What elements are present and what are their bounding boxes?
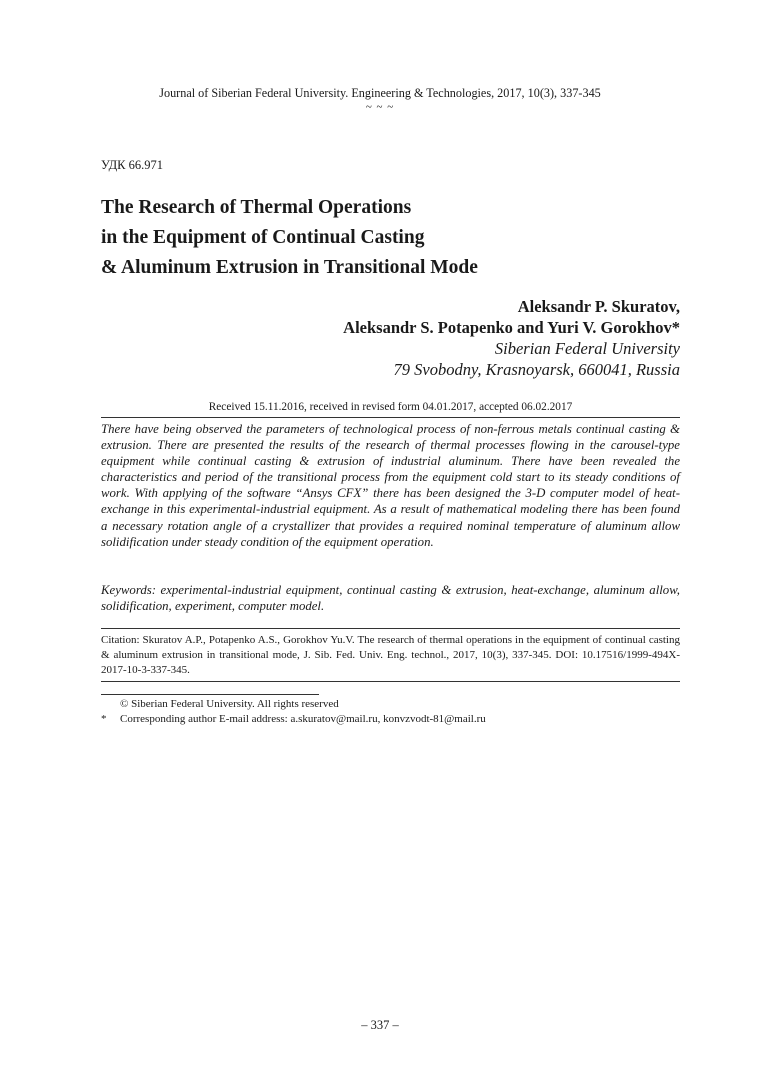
affiliation: Siberian Federal University bbox=[494, 339, 680, 358]
divider bbox=[101, 681, 680, 682]
author-line: Aleksandr P. Skuratov, bbox=[517, 297, 680, 316]
received-dates: Received 15.11.2016, received in revised form 04.01.2017, accepted 06.02.2017 bbox=[208, 401, 573, 413]
title-line: The Research of Thermal Operations bbox=[101, 197, 412, 218]
paper-title bbox=[101, 193, 478, 283]
keywords: Keywords: experimental-industrial equipment, continual casting & extrusion, heat-exchange, aluminum allow, solidification, experiment, computer model. bbox=[101, 583, 680, 614]
footnote-separator bbox=[101, 694, 319, 695]
author-line: Aleksandr S. Potapenko and Yuri V. Gorokhov* bbox=[343, 318, 680, 337]
copyright-note: © Siberian Federal University. All rights reserved bbox=[120, 698, 339, 710]
divider bbox=[101, 417, 680, 418]
footnote-marker: * bbox=[101, 713, 107, 725]
divider bbox=[101, 628, 680, 629]
author-block bbox=[343, 296, 680, 380]
corresponding-author-text: Corresponding author E-mail address: a.skuratov@mail.ru, konvzvodt-81@mail.ru bbox=[120, 713, 486, 725]
udc-code: УДК 66.971 bbox=[101, 158, 163, 172]
page-number: – 337 – bbox=[361, 1018, 399, 1032]
title-line: in the Equipment of Continual Casting bbox=[101, 227, 425, 248]
corresponding-author-footnote bbox=[101, 713, 486, 725]
journal-ornament: ~ ~ ~ bbox=[365, 101, 395, 113]
abstract: There have being observed the parameters of technological process of non-ferrous metals continual casting & extrusion. There are presented the results of the research of thermal processes flowing in the carousel-type equipment while continual casting & extrusion of industrial aluminum. There have been revealed the characteristics and period of the transitional process from the equipment cold start to its steady conditions of work. With applying of the software “Ansys CFX” there has been designed the 3-D computer model of heat-exchange in this experimental-industrial equipment. As a result of mathematical modeling there has been found a necessary rotation angle of a crystallizer that provides a required nominal temperature of aluminum allow solidification under steady condition of the equipment operation. bbox=[101, 422, 680, 549]
citation: Citation: Skuratov A.P., Potapenko A.S., Gorokhov Yu.V. The research of thermal operations in the equipment of continual casting & aluminum extrusion in transitional mode, J. Sib. Fed. Univ. Eng. technol., 2017, 10(3), 337-345. DOI: 10.17516/1999-494X-2017-10-3-337-345. bbox=[101, 634, 680, 676]
address: 79 Svobodny, Krasnoyarsk, 660041, Russia bbox=[393, 360, 680, 379]
journal-header: Journal of Siberian Federal University. Engineering & Technologies, 2017, 10(3), 337-345 bbox=[159, 86, 601, 100]
title-line: & Aluminum Extrusion in Transitional Mode bbox=[101, 257, 478, 278]
